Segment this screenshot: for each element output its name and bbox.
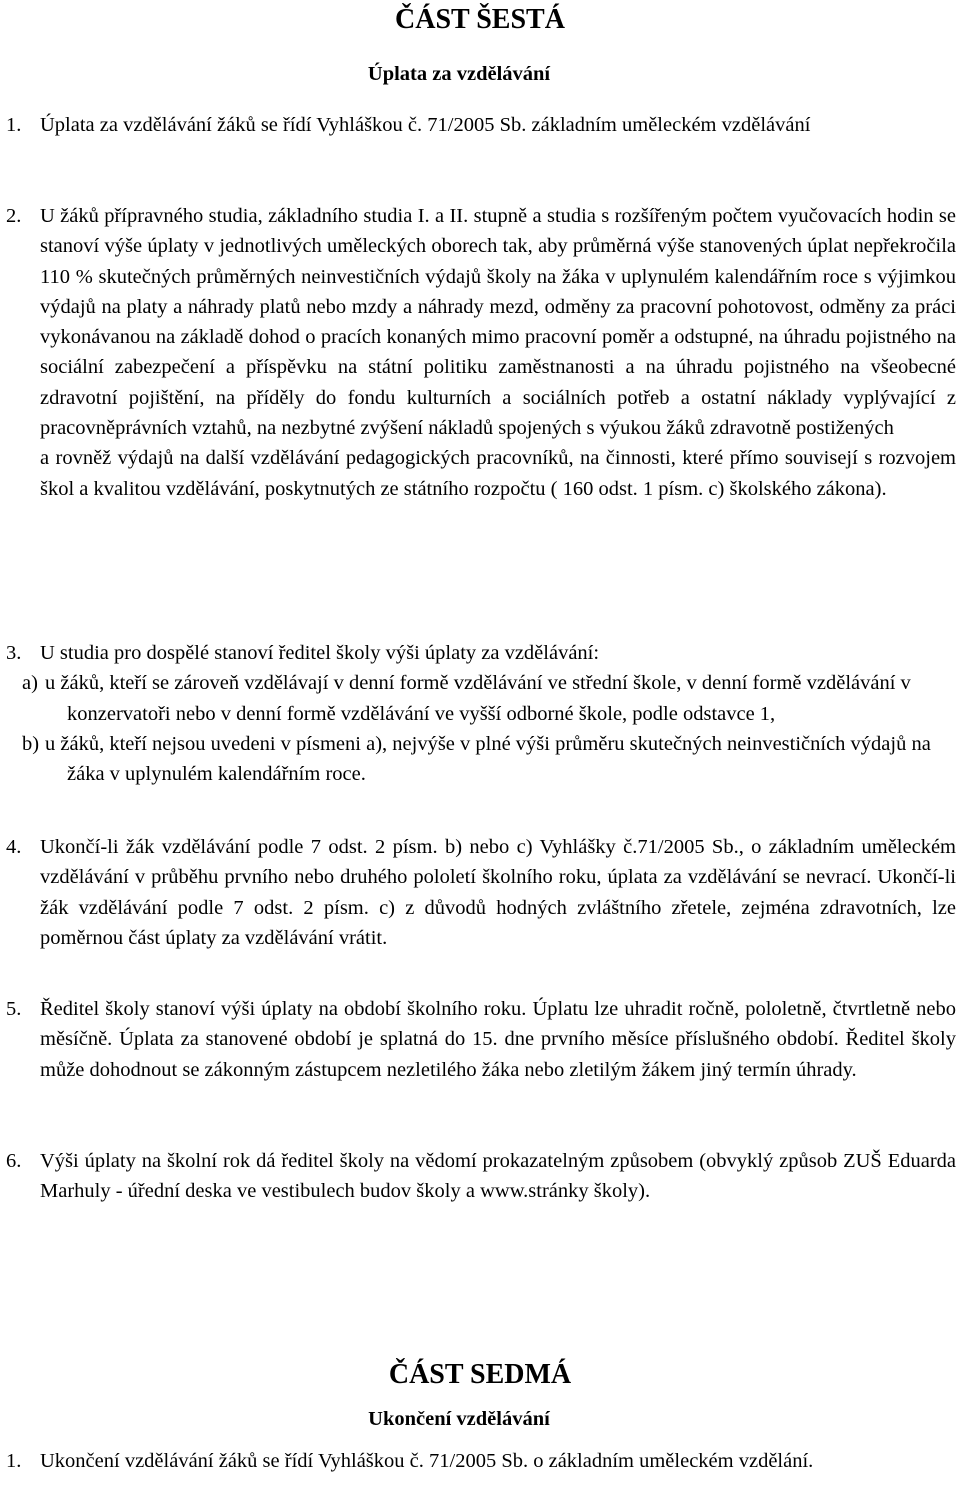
item-text: Úplata za vzdělávání žáků se řídí Vyhláškou č. 71/2005 Sb. základním uměleckém vzdělávání (40, 114, 811, 136)
sub-item-text: u žáků, kteří nejsou uvedeni v písmeni a), nejvýše v plné výši průměru skutečných neinvestičních výdajů na žáka v uplynulém kalendářním roce. (45, 732, 931, 786)
item-number: 2. (6, 205, 22, 227)
sub-item-b (22, 729, 956, 790)
part-six-item-1 (6, 110, 956, 140)
part-six-title: ČÁST ŠESTÁ (395, 4, 565, 35)
part-six-subtitle: Úplata za vzdělávání (367, 63, 551, 85)
item-number: 1. (6, 114, 22, 136)
item-number: 1. (6, 1450, 22, 1472)
item-number: 3. (6, 642, 22, 664)
item-text: Ukončení vzdělávání žáků se řídí Vyhláškou č. 71/2005 Sb. o základním uměleckém vzdělání. (40, 1450, 814, 1472)
sub-item-label: a) (22, 672, 38, 695)
part-seven-title: ČÁST SEDMÁ (388, 1359, 572, 1390)
part-seven-subtitle: Ukončení vzdělávání (368, 1408, 550, 1430)
item-number: 5. (6, 998, 22, 1020)
part-six-item-2 (6, 201, 956, 504)
item-number: 6. (6, 1150, 22, 1172)
item-text: Výši úplaty na školní rok dá ředitel školy na vědomí prokazatelným způsobem (obvyklý způsob ZUŠ Eduarda Marhuly - úřední deska ve vestibulech budov školy a www.stránky školy). (40, 1150, 956, 1203)
part-seven-item-1 (6, 1446, 956, 1476)
item-text-continued: a rovněž výdajů na další vzdělávání pedagogických pracovníků, na činnosti, které přímo souvisejí s rozvojem škol a kvalitou vzdělávání, poskytnutých ze státního rozpočtu ( 160 odst. 1 písm. c) školského zákona). (40, 447, 956, 500)
sub-item-a (22, 668, 956, 729)
sub-item-label: b) (22, 732, 40, 755)
item-text: Ředitel školy stanoví výši úplaty na období školního roku. Úplatu lze uhradit ročně, pololetně, čtvrtletně nebo měsíčně. Úplata za stanovené období je splatná do 15. dne prvního měsíce příslušného období. Ředitel školy může dohodnout se zákonným zástupcem nezletilého žáka nebo zletilým žákem jiný termín úhrady. (40, 998, 956, 1081)
item-text: Ukončí-li žák vzdělávání podle 7 odst. 2 písm. b) nebo c) Vyhlášky č.71/2005 Sb., o základním uměleckém vzdělávání v průběhu prvního nebo druhého pololetí školního roku, úplata za vzdělávání se nevrací. Ukončí-li žák vzdělávání podle 7 odst. 2 písm. c) z důvodů hodných zvláštního zřetele, zejména zdravotních, lze poměrnou část úplaty za vzdělávání vrátit. (40, 836, 956, 949)
part-six-item-5 (6, 994, 956, 1085)
part-six-item-4 (6, 832, 956, 953)
sub-item-text: u žáků, kteří se zároveň vzdělávají v denní formě vzdělávání ve střední škole, v denní formě vzdělávání v konzervatoři nebo v denní formě vzdělávání ve vyšší odborné škole, podle odstavce 1, (45, 672, 911, 725)
part-six-item-3 (6, 638, 956, 789)
part-six-item-6 (6, 1146, 956, 1207)
item-text: U studia pro dospělé stanoví ředitel školy výši úplaty za vzdělávání: (40, 642, 600, 664)
item-text: U žáků přípravného studia, základního studia I. a II. stupně a studia s rozšířeným počtem vyučovacích hodin se stanoví výše úplaty v jednotlivých uměleckých oborech tak, aby průměrná výše stanovených úplat nepřekročila 110 % skutečných průměrných neinvestičních výdajů školy na žáka v uplynulém kalendářním roce s výjimkou výdajů na platy a náhrady platů nebo mzdy a náhrady mezd, odměny za pracovní pohotovost, odměny za práci vykonávanou na základě dohod o pracích konaných mimo pracovní poměr a odstupné, na úhradu pojistného na sociální zabezpečení a příspěvku na státní politiku zaměstnanosti a na úhradu pojistného na všeobecné zdravotní pojištění, na příděly do fondu kulturních a sociálních potřeb a ostatní náklady vyplývající z pracovněprávních vztahů, na nezbytné zvýšení nákladů spojených s výukou žáků zdravotně postižených (40, 205, 956, 440)
item-number: 4. (6, 836, 22, 858)
